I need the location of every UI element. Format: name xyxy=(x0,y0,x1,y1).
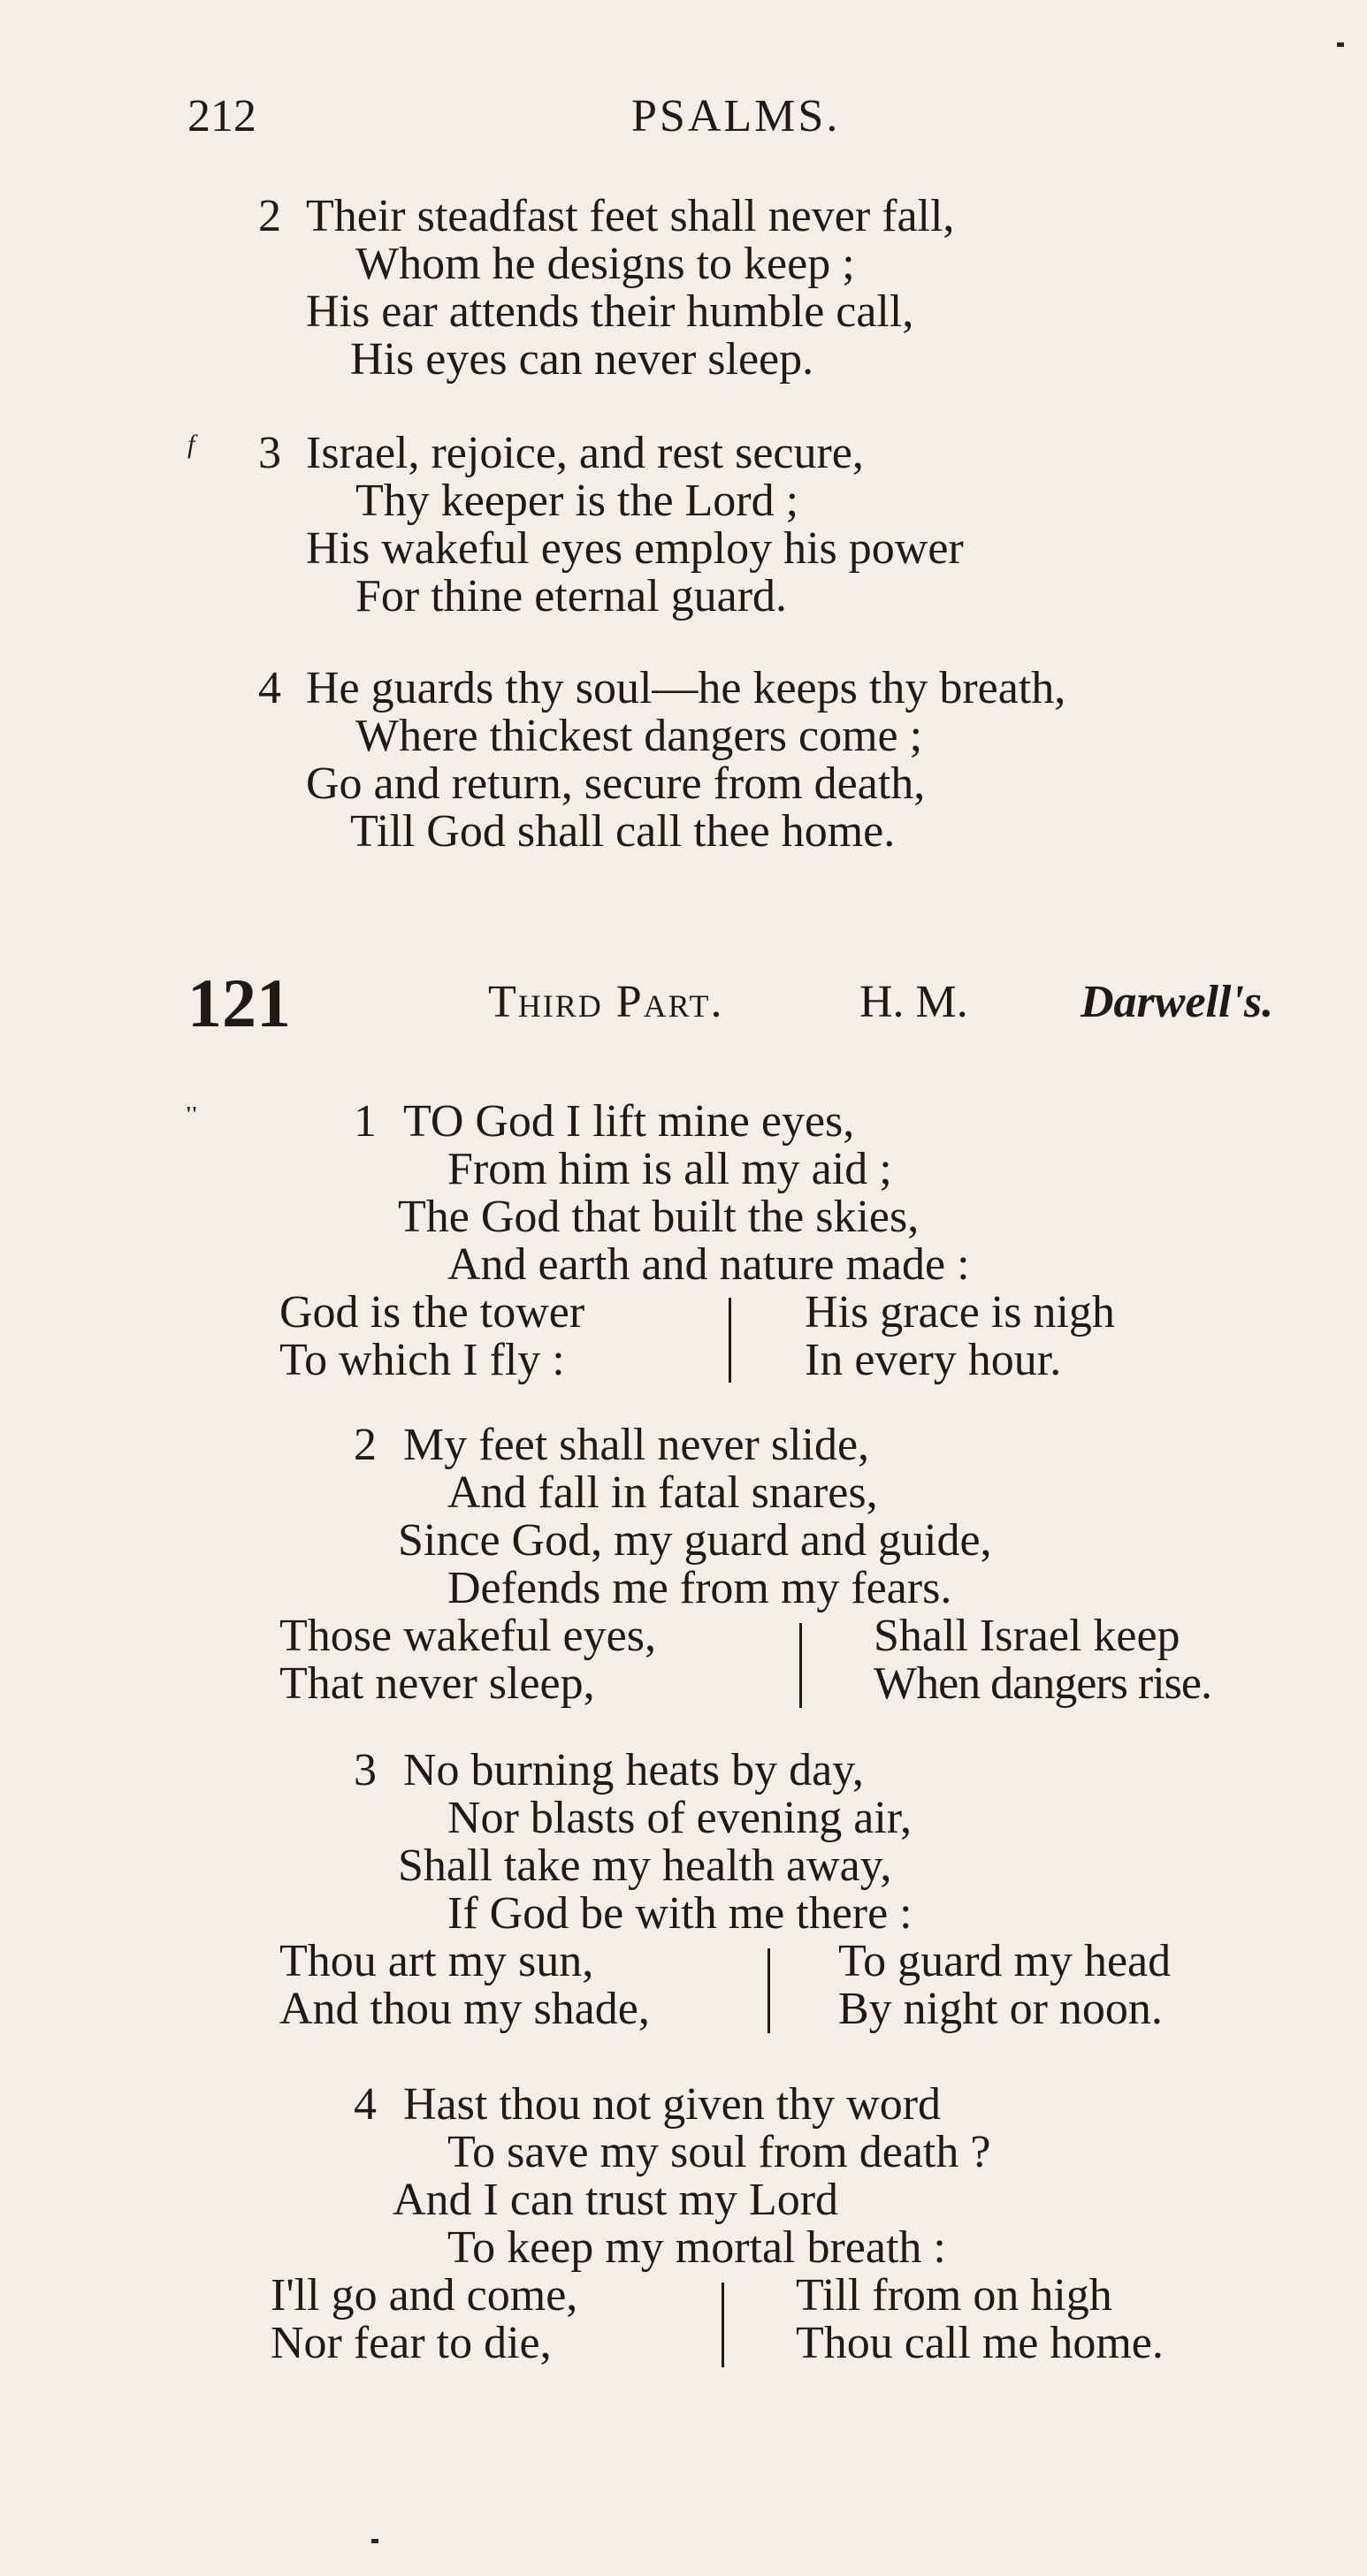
running-title: PSALMS. xyxy=(631,91,841,141)
couplet-right-line: His grace is nigh xyxy=(805,1287,1115,1338)
couplet-divider xyxy=(729,1298,731,1383)
verse-line: Since God, my guard and guide, xyxy=(398,1515,992,1566)
ink-speck xyxy=(1337,42,1344,47)
hymn-meter: H. M. xyxy=(859,977,968,1027)
couplet-right-line: Thou call me home. xyxy=(796,2318,1164,2368)
verse-line: Hast thou not given thy word xyxy=(403,2079,942,2130)
couplet-left-line: To which I fly : xyxy=(279,1335,565,1385)
stanza-number: 3 xyxy=(258,428,281,478)
verse-line: Israel, rejoice, and rest secure, xyxy=(306,428,864,478)
stanza-number: 4 xyxy=(258,663,281,713)
couplet-right-line: When dangers rise. xyxy=(874,1658,1211,1709)
page-number: 212 xyxy=(187,91,256,141)
verse-line: Till God shall call thee home. xyxy=(350,806,896,857)
verse-line: Thy keeper is the Lord ; xyxy=(355,476,799,526)
verse-line: Where thickest dangers come ; xyxy=(355,711,923,761)
ink-speck xyxy=(371,2539,378,2543)
dynamic-mark: '' xyxy=(186,1103,198,1126)
verse-line: For thine eternal guard. xyxy=(355,571,788,621)
couplet-left-line: Thou art my sun, xyxy=(279,1936,594,1986)
hymn-number: 121 xyxy=(187,964,291,1041)
tune-name: Darwell's. xyxy=(1081,977,1274,1027)
verse-line: Shall take my health away, xyxy=(398,1841,892,1891)
couplet-right-line: In every hour. xyxy=(805,1335,1062,1385)
couplet-right-line: To guard my head xyxy=(838,1936,1172,1986)
stanza-number: 4 xyxy=(354,2079,377,2130)
couplet-right-line: Shall Israel keep xyxy=(874,1611,1180,1661)
verse-line: And fall in fatal snares, xyxy=(447,1467,878,1518)
verse-line: His wakeful eyes employ his power xyxy=(306,523,964,574)
verse-line: No burning heats by day, xyxy=(403,1745,864,1795)
stanza-number: 3 xyxy=(354,1745,377,1795)
couplet-right-line: Till from on high xyxy=(796,2270,1112,2321)
couplet-left-line: That never sleep, xyxy=(279,1658,595,1709)
stanza-number: 2 xyxy=(354,1420,377,1470)
verse-line: From him is all my aid ; xyxy=(447,1144,892,1194)
couplet-left-line: Nor fear to die, xyxy=(271,2318,552,2368)
verse-line: His eyes can never sleep. xyxy=(350,334,814,385)
verse-line: His ear attends their humble call, xyxy=(306,286,914,337)
couplet-left-line: And thou my shade, xyxy=(279,1984,650,2034)
couplet-divider xyxy=(768,1948,770,2033)
verse-line: The God that built the skies, xyxy=(398,1192,920,1242)
verse-line: If God be with me there : xyxy=(447,1888,913,1939)
verse-line: He guards thy soul—he keeps thy breath, xyxy=(306,663,1066,713)
verse-line: Their steadfast feet shall never fall, xyxy=(306,191,955,241)
couplet-left-line: God is the tower xyxy=(279,1287,585,1338)
stanza-number: 2 xyxy=(258,191,281,241)
couplet-right-line: By night or noon. xyxy=(838,1984,1163,2034)
verse-line: To save my soul from death ? xyxy=(447,2127,991,2177)
verse-line: To keep my mortal breath : xyxy=(447,2222,946,2273)
dynamic-mark: f xyxy=(187,430,195,459)
verse-line: Nor blasts of evening air, xyxy=(447,1793,913,1843)
hymn-part: Third Part. xyxy=(488,977,724,1027)
couplet-left-line: I'll go and come, xyxy=(271,2270,578,2321)
verse-line: And earth and nature made : xyxy=(447,1239,970,1290)
verse-line: My feet shall never slide, xyxy=(403,1420,870,1470)
couplet-left-line: Those wakeful eyes, xyxy=(279,1611,656,1661)
verse-line: TO God I lift mine eyes, xyxy=(403,1096,855,1147)
verse-line: Defends me from my fears. xyxy=(447,1563,952,1613)
stanza-number: 1 xyxy=(354,1096,377,1147)
verse-line: Whom he designs to keep ; xyxy=(355,239,855,289)
couplet-divider xyxy=(799,1623,802,1708)
verse-line: And I can trust my Lord xyxy=(393,2175,839,2225)
verse-line: Go and return, secure from death, xyxy=(306,758,926,809)
couplet-divider xyxy=(722,2283,724,2367)
